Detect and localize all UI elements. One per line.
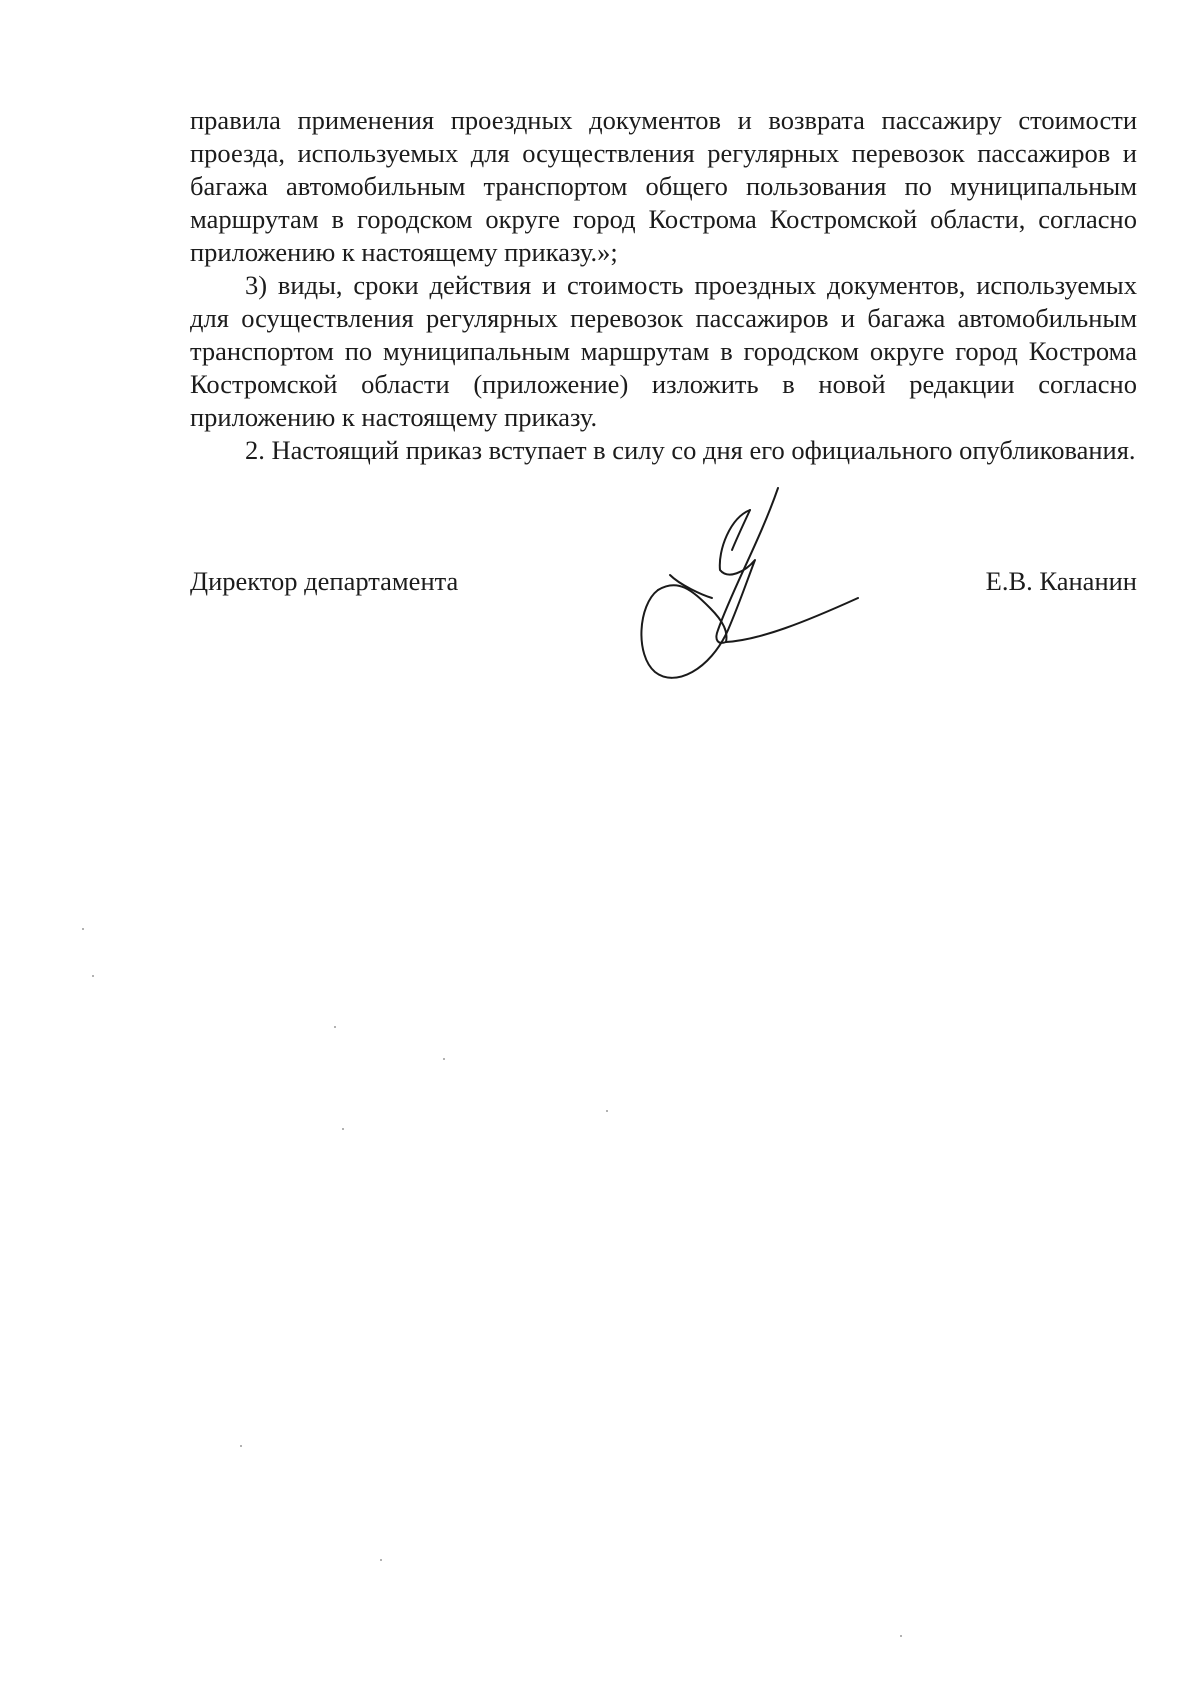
scan-speck [900, 1635, 902, 1637]
scan-speck [606, 1110, 608, 1112]
scan-speck [240, 1445, 242, 1447]
document-body [190, 104, 1137, 467]
paragraph-effective-date: 2. Настоящий приказ вступает в силу со дня его официального опубликования. [245, 435, 1136, 465]
signature-icon [640, 480, 880, 690]
scan-speck [92, 975, 94, 977]
scan-speck [82, 928, 84, 930]
paragraph-item-3: 3) виды, сроки действия и стоимость проездных документов, используемых для осуществления регулярных перевозок пассажиров и багажа автомобильным транспортом по муниципальным маршрутам в городском округе город Кострома Костромской области (приложение) изложить в новой редакции согласно приложению к настоящему приказу. [190, 270, 1137, 432]
scan-speck [380, 1559, 382, 1561]
scan-speck [342, 1128, 344, 1130]
signatory-name: Е.В. Кананин [985, 566, 1137, 596]
scan-speck [443, 1058, 445, 1060]
paragraph-rules: правила применения проездных документов и возврата пассажиру стоимости проезда, используемых для осуществления регулярных перевозок пассажиров и багажа автомобильным транспортом общего пользования по муниципальным маршрутам в городском округе город Кострома Костромской области, согласно приложению к настоящему приказу.»; [190, 105, 1137, 267]
scan-speck [334, 1026, 336, 1028]
signatory-position: Директор департамента [190, 566, 459, 596]
